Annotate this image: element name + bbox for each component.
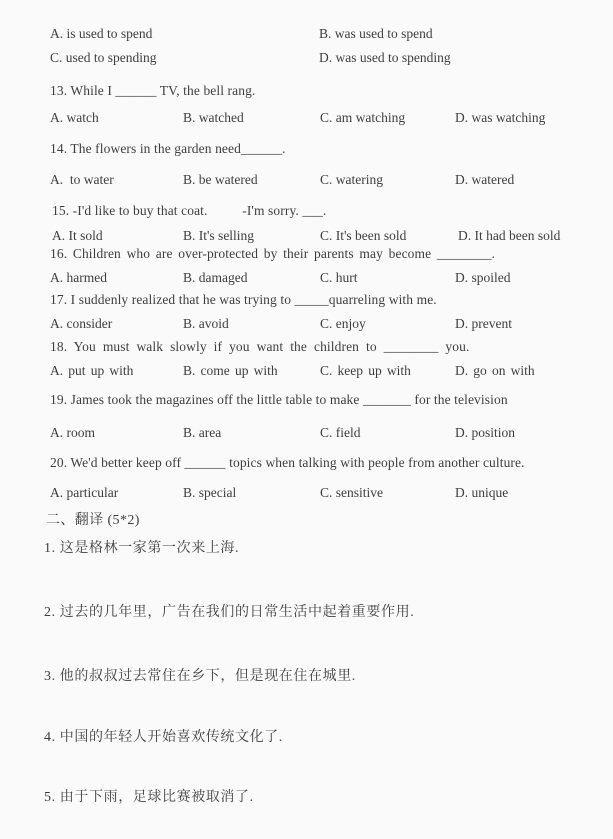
translation-item-3: 3. 他的叔叔过去常住在乡下，但是现在住在城里. <box>44 669 356 684</box>
question-17-option-b: B. avoid <box>183 316 229 331</box>
question-14-text: 14. The flowers in the garden need______. <box>50 141 286 156</box>
question-19-option-c: C. field <box>320 425 361 440</box>
question-18-text: 18. You must walk slowly if you want the children to ________ you. <box>50 339 470 354</box>
carryover-option-a: A. is used to spend <box>50 26 153 41</box>
question-18-option-a: A. put up with <box>50 363 134 378</box>
question-15-option-c: C. It's been sold <box>320 228 407 243</box>
question-19-option-b: B. area <box>183 425 222 440</box>
question-17-option-a: A. consider <box>50 316 113 331</box>
carryover-option-b: B. was used to spend <box>319 26 433 41</box>
question-18-option-c: C. keep up with <box>320 363 411 378</box>
question-15-option-d: D. It had been sold <box>458 228 561 243</box>
question-16-option-a: A. harmed <box>50 270 107 285</box>
question-14-option-a: A. to water <box>50 172 114 187</box>
question-14-option-b: B. be watered <box>183 172 258 187</box>
section-2-heading: 二、翻译 (5*2) <box>46 513 140 528</box>
question-20-option-a: A. particular <box>50 485 119 500</box>
question-20-option-c: C. sensitive <box>320 485 383 500</box>
question-15-option-a: A. It sold <box>52 228 103 243</box>
question-14-option-d: D. watered <box>455 172 515 187</box>
question-20-option-b: B. special <box>183 485 237 500</box>
question-13-option-c: C. am watching <box>320 110 406 125</box>
question-18-option-d: D. go on with <box>455 363 535 378</box>
carryover-option-c: C. used to spending <box>50 50 157 65</box>
question-17-option-c: C. enjoy <box>320 316 366 331</box>
question-19-option-d: D. position <box>455 425 516 440</box>
question-19-option-a: A. room <box>50 425 95 440</box>
translation-item-2: 2. 过去的几年里，广告在我们的日常生活中起着重要作用. <box>44 605 415 620</box>
question-15-text: 15. -I'd like to buy that coat. -I'm sorry. ___. <box>52 203 327 218</box>
carryover-option-d: D. was used to spending <box>319 50 451 65</box>
question-20-option-d: D. unique <box>455 485 509 500</box>
question-13-text: 13. While I ______ TV, the bell rang. <box>50 83 256 98</box>
question-17-text: 17. I suddenly realized that he was trying to _____quarreling with me. <box>50 292 437 307</box>
translation-item-4: 4. 中国的年轻人开始喜欢传统文化了. <box>44 730 283 745</box>
question-16-option-b: B. damaged <box>183 270 248 285</box>
question-19-text: 19. James took the magazines off the little table to make _______ for the television <box>50 392 508 407</box>
translation-item-5: 5. 由于下雨，足球比赛被取消了. <box>44 790 254 805</box>
question-16-option-d: D. spoiled <box>455 270 511 285</box>
translation-item-1: 1. 这是格林一家第一次来上海. <box>44 541 240 556</box>
question-15-option-b: B. It's selling <box>183 228 255 243</box>
question-13-option-d: D. was watching <box>455 110 546 125</box>
question-16-text: 16. Children who are over-protected by their parents may become ________. <box>50 246 496 261</box>
question-17-option-d: D. prevent <box>455 316 512 331</box>
question-13-option-b: B. watched <box>183 110 244 125</box>
question-20-text: 20. We'd better keep off ______ topics when talking with people from another culture. <box>50 455 525 470</box>
question-18-option-b: B. come up with <box>183 363 278 378</box>
question-13-option-a: A. watch <box>50 110 99 125</box>
question-16-option-c: C. hurt <box>320 270 358 285</box>
question-14-option-c: C. watering <box>320 172 383 187</box>
